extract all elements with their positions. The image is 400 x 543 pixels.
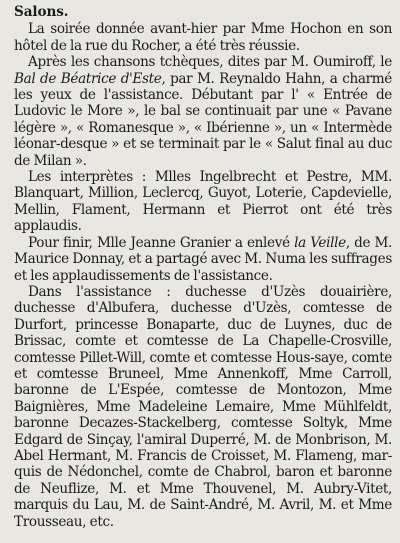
text-run: Pour finir, Mlle Jeanne Granier a enlevé: [28, 234, 295, 251]
text-run: duchesse d'Albufera, duchesse d'Uzès, comtesse de: [14, 300, 392, 317]
text-run: quis de Nédonchel, comte de Chabrol, baron et: [14, 464, 333, 481]
text-run: se continuait par une « Pavane légère », « Romanesque », « Ibérienne », un « Intermède léonar-: [14, 103, 392, 153]
text-run: baronne de Neuflize, M. et Mme Thouvenel, M.: [14, 464, 392, 497]
text-run: Mme Carroll, baronne de L'Espée, comtesse de: [14, 365, 392, 399]
text-run: M. Numa les suffrages et les applaudissements de: [14, 251, 392, 284]
paragraph: [14, 54, 392, 169]
italic-title: Bal de Béatrice d'Este: [14, 70, 162, 87]
text-run: Dans l'assistance : duchesse d'Uzès douairière,: [28, 283, 392, 300]
text-run: ont été très applaudis.: [14, 201, 392, 235]
text-run: en son hôtel de la rue du Rocher, a été très réussie.: [14, 21, 392, 54]
text-run: saye, comte et comtesse Bruneel, Mme Annenkoff,: [14, 349, 392, 382]
text-run: Les interprètes : Mlles Ingelbrecht et Pestre,: [28, 169, 352, 186]
text-run: Après les chansons tchèques, dites par M. Oumiroff, le: [28, 54, 392, 71]
article-body: [14, 21, 392, 530]
text-run: Montozon, Mme Baignières, Mme Madeleine Lemaire, Mme Mühlfeldt, baronne Decazes-Stackelberg, comtesse Soltyk, Mme Edgard de Sinçay,: [14, 382, 392, 448]
paragraph: [14, 284, 392, 530]
paragraph: [14, 169, 392, 235]
text-run: de Brissac, comte et comtesse de La Chapelle-Crosville, comtesse Pillet-Will, comte et comtesse Hous-: [14, 316, 392, 366]
paragraph: [14, 235, 392, 284]
italic-title: Veille: [310, 234, 346, 251]
italic-title: la: [294, 234, 306, 251]
text-run: Capdevielle, Mellin, Flament, Hermann et Pierrot: [14, 185, 392, 218]
text-run: l'amiral Duperré, M. de Monbrison, M. Abel Hermant, M. Francis de Croisset, M. Flameng, mar-: [14, 431, 392, 464]
text-run: MM. Blanquart, Million, Leclercq, Guyot, Loterie,: [14, 169, 392, 202]
text-run: M. Avril, M. et Mme Trousseau, etc.: [14, 497, 393, 530]
text-run: Hahn, a charmé les yeux de l'assistance. Débutant par l' « Entrée de Ludovic le More », le bal: [14, 70, 392, 120]
text-run: duc de Milan ».: [14, 136, 392, 169]
text-run: , de M. Maurice Donnay, et a partagé avec: [14, 234, 393, 268]
text-run: La soirée donnée avant-hier par Mme Hochon: [28, 21, 342, 38]
text-run: desque » et se terminait par le « Salut final au: [60, 136, 364, 153]
paragraph: [14, 21, 392, 54]
text-run: l'assistance.: [193, 267, 273, 284]
text-run: Aubry-Vitet, marquis du Lau, M. de Saint-André,: [14, 480, 392, 514]
column-heading: Salons.: [14, 4, 69, 20]
text-run: Durfort, princesse Bonaparte, duc de Luynes, duc: [14, 316, 368, 333]
text-run: , par M. Reynaldo: [161, 70, 281, 87]
